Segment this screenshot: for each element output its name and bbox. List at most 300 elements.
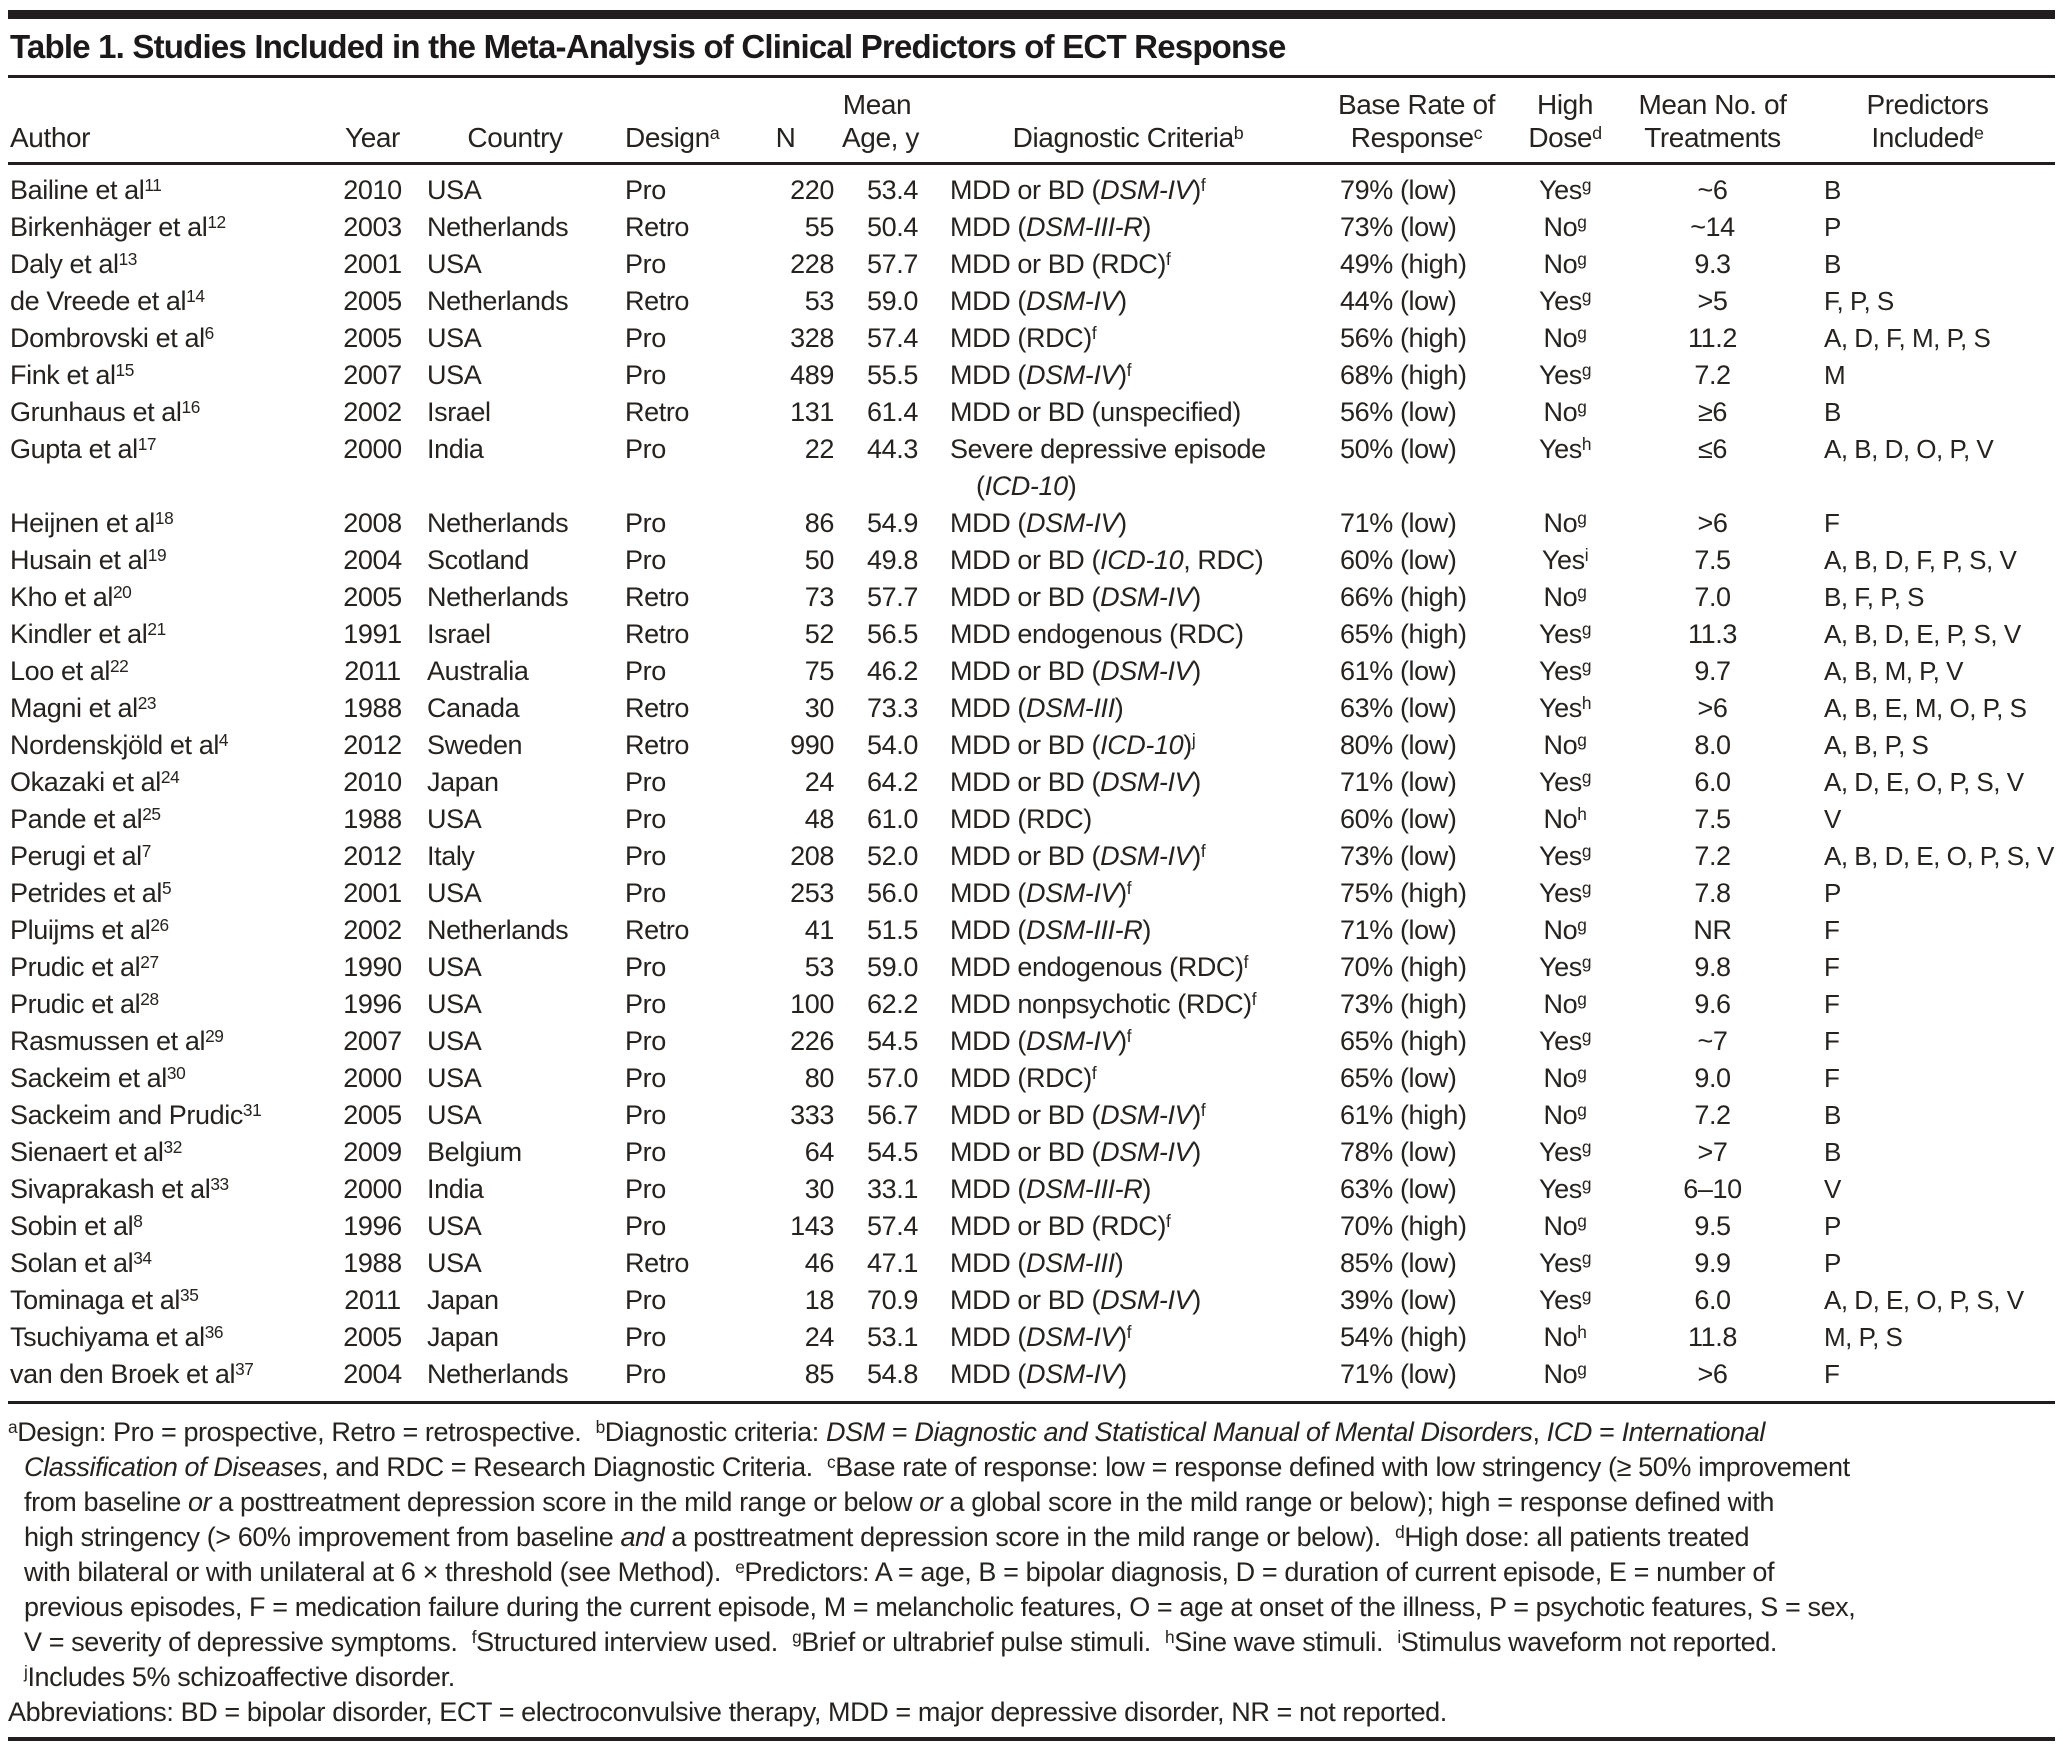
cell-predictors-included: V — [1824, 1174, 1841, 1204]
cell-n: 53 — [804, 952, 834, 982]
cell-high-dose: Yes$^g$ — [1538, 175, 1592, 205]
cell-diagnostic-criteria: MDD or BD (DSM-IV) — [950, 1137, 1201, 1167]
cell-author: Birkenhäger et $al^{12}$ — [10, 212, 226, 242]
cell-high-dose: No$^g$ — [1543, 397, 1587, 427]
cell-mean-no-of-treatments: 7.2 — [1694, 1100, 1731, 1130]
cell-base-rate-of-response: 39% (low) — [1340, 1285, 1457, 1315]
cell-mean-age: 59.0 — [867, 952, 918, 982]
cell-high-dose: Yes$^h$ — [1538, 434, 1592, 464]
cell-mean-age: 54.9 — [867, 508, 918, 538]
cell-country: USA — [427, 1063, 482, 1093]
cell-mean-age: 46.2 — [867, 656, 918, 686]
cell-year: 2012 — [343, 841, 402, 871]
table-row — [8, 690, 2055, 727]
cell-year: 2011 — [344, 1285, 401, 1315]
cell-design: Retro — [625, 915, 690, 945]
cell-mean-no-of-treatments: 9.7 — [1694, 656, 1731, 686]
cell-high-dose: No$^g$ — [1543, 508, 1587, 538]
cell-year: 2007 — [343, 360, 402, 390]
cell-design: Pro — [625, 323, 666, 353]
cell-diagnostic-criteria: MDD or BD (DSM-IV) — [950, 767, 1201, 797]
cell-mean-age: 50.4 — [867, 212, 918, 242]
cell-predictors-included: F, P, S — [1824, 286, 1894, 316]
cell-mean-age: 57.4 — [867, 323, 918, 353]
cell-year: 1988 — [343, 804, 402, 834]
cell-year: 2001 — [343, 249, 402, 279]
cell-country: Sweden — [427, 730, 523, 760]
cell-predictors-included: B — [1824, 1100, 1841, 1130]
cell-high-dose: No$^g$ — [1543, 1211, 1587, 1241]
cell-country: USA — [427, 249, 482, 279]
cell-predictors-included: P — [1824, 878, 1841, 908]
cell-diagnostic-criteria: MDD (RDC)$^f$ — [950, 1063, 1097, 1093]
cell-diagnostic-criteria: MDD (DSM-III) — [950, 693, 1124, 723]
cell-mean-no-of-treatments: >5 — [1697, 286, 1728, 316]
cell-mean-no-of-treatments: 9.8 — [1694, 952, 1731, 982]
cell-high-dose: Yes$^g$ — [1538, 286, 1592, 316]
cell-mean-no-of-treatments: >6 — [1697, 508, 1728, 538]
cell-mean-age: 56.5 — [867, 619, 918, 649]
cell-mean-age: 57.7 — [867, 249, 918, 279]
column-header-n: N — [775, 122, 796, 153]
cell-country: USA — [427, 878, 482, 908]
cell-design: Pro — [625, 1174, 666, 1204]
cell-country: Netherlands — [427, 212, 569, 242]
cell-n: 85 — [804, 1359, 834, 1389]
column-header-high-dose: High Dose$^d$ — [1528, 89, 1602, 153]
cell-design: Pro — [625, 878, 666, 908]
cell-year: 2002 — [343, 397, 402, 427]
cell-n: 328 — [790, 323, 834, 353]
cell-base-rate-of-response: 79% (low) — [1340, 175, 1457, 205]
cell-year: 2012 — [343, 730, 402, 760]
cell-diagnostic-criteria: MDD (DSM-IV) — [950, 286, 1127, 316]
cell-high-dose: Yes$^i$ — [1541, 545, 1589, 575]
cell-diagnostic-criteria: MDD $(DSM-IV)^f$ — [950, 1026, 1132, 1056]
cell-base-rate-of-response: 85% (low) — [1340, 1248, 1457, 1278]
cell-n: 30 — [804, 1174, 834, 1204]
cell-author: Pande et $al^{25}$ — [10, 804, 161, 834]
cell-mean-no-of-treatments: 7.5 — [1694, 545, 1731, 575]
cell-base-rate-of-response: 73% (low) — [1340, 841, 1457, 871]
cell-author: Grunhaus et $al^{16}$ — [10, 397, 200, 427]
cell-mean-no-of-treatments: 7.8 — [1694, 878, 1731, 908]
cell-mean-age: 44.3 — [867, 434, 918, 464]
cell-predictors-included: F — [1824, 1063, 1840, 1093]
cell-mean-age: 54.8 — [867, 1359, 918, 1389]
cell-n: 208 — [790, 841, 834, 871]
cell-mean-no-of-treatments: NR — [1693, 915, 1732, 945]
cell-n: 52 — [804, 619, 834, 649]
table-row — [8, 1282, 2055, 1319]
cell-year: 2011 — [344, 656, 401, 686]
footnote-line: Classification of Diseases, and RDC = Research Diagnostic Criteria. $^c$Base rate of response: low = response defined with low stringency (≥ 50% improvement — [24, 1452, 1850, 1482]
cell-base-rate-of-response: 54% (high) — [1340, 1322, 1467, 1352]
cell-base-rate-of-response: 49% (high) — [1340, 249, 1467, 279]
cell-n: 30 — [804, 693, 834, 723]
cell-year: 2010 — [343, 767, 402, 797]
cell-year: 2000 — [343, 434, 402, 464]
cell-country: Australia — [427, 656, 529, 686]
cell-year: 2005 — [343, 582, 402, 612]
cell-design: Retro — [625, 286, 690, 316]
cell-base-rate-of-response: 63% (low) — [1340, 1174, 1457, 1204]
cell-base-rate-of-response: 75% (high) — [1340, 878, 1467, 908]
cell-diagnostic-criteria: MDD or BD $(DSM-IV)^f$ — [950, 841, 1206, 871]
cell-country: Israel — [427, 397, 491, 427]
header-row — [8, 78, 2055, 164]
cell-country: Canada — [427, 693, 520, 723]
cell-author: Daly et $al^{13}$ — [10, 249, 137, 279]
table-row — [8, 431, 2055, 505]
cell-mean-no-of-treatments: 6–10 — [1683, 1174, 1742, 1204]
cell-author: Sienaert et $al^{32}$ — [10, 1137, 182, 1167]
cell-base-rate-of-response: 73% (low) — [1340, 212, 1457, 242]
cell-n: 41 — [804, 915, 834, 945]
footnote-line: $^a$Design: Pro = prospective, Retro = retrospective. $^b$Diagnostic criteria: DSM = Diagnostic and Statistical Manual of Mental Disorders, ICD = International — [8, 1417, 1765, 1447]
cell-high-dose: No$^h$ — [1543, 1322, 1587, 1352]
cell-n: 75 — [804, 656, 834, 686]
table-row — [8, 1245, 2055, 1282]
cell-diagnostic-criteria: MDD (DSM-III) — [950, 1248, 1124, 1278]
cell-diagnostic-criteria: MDD or BD (ICD-10, RDC) — [950, 545, 1264, 575]
cell-high-dose: No$^g$ — [1543, 989, 1587, 1019]
cell-diagnostic-criteria: MDD $(DSM-IV)^f$ — [950, 1322, 1132, 1352]
cell-design: Pro — [625, 1285, 666, 1315]
cell-n: 50 — [804, 545, 834, 575]
cell-n: 64 — [804, 1137, 834, 1167]
cell-high-dose: No$^g$ — [1543, 730, 1587, 760]
cell-predictors-included: B — [1824, 397, 1841, 427]
cell-country: USA — [427, 804, 482, 834]
cell-high-dose: Yes$^g$ — [1538, 1174, 1592, 1204]
cell-predictors-included: B — [1824, 175, 1841, 205]
cell-year: 2005 — [343, 1322, 402, 1352]
cell-author: Magni et $al^{23}$ — [10, 693, 157, 723]
footnote-line: from baseline or a posttreatment depression score in the mild range or below or a global score in the mild range or below); high = response defined with — [24, 1487, 1774, 1517]
cell-mean-no-of-treatments: ≥6 — [1697, 397, 1728, 427]
cell-n: 48 — [804, 804, 834, 834]
cell-base-rate-of-response: 56% (high) — [1340, 323, 1467, 353]
table-row — [8, 727, 2055, 764]
cell-high-dose: No$^g$ — [1543, 1359, 1587, 1389]
cell-diagnostic-criteria: MDD or BD $(ICD-10)^j$ — [950, 730, 1196, 760]
cell-high-dose: No$^g$ — [1543, 1100, 1587, 1130]
cell-base-rate-of-response: 71% (low) — [1340, 767, 1457, 797]
cell-mean-age: 61.0 — [867, 804, 918, 834]
cell-author: Prudic et $al^{28}$ — [10, 989, 159, 1019]
cell-mean-no-of-treatments: 11.3 — [1688, 619, 1737, 649]
cell-base-rate-of-response: 61% (high) — [1340, 1100, 1467, 1130]
cell-diagnostic-criteria: MDD or BD $(DSM-IV)^f$ — [950, 175, 1206, 205]
table-row — [8, 1208, 2055, 1245]
footnote-line: $^j$Includes 5% schizoaffective disorder. — [24, 1662, 455, 1692]
cell-year: 2000 — [343, 1174, 402, 1204]
cell-mean-no-of-treatments: 7.2 — [1694, 841, 1731, 871]
cell-high-dose: Yes$^g$ — [1538, 1137, 1592, 1167]
cell-predictors-included: A, D, E, O, P, S, V — [1824, 1285, 2024, 1315]
cell-country: Netherlands — [427, 915, 569, 945]
cell-predictors-included: M — [1824, 360, 1846, 390]
cell-mean-no-of-treatments: ~14 — [1690, 212, 1735, 242]
table-row — [8, 283, 2055, 320]
footnote-line: with bilateral or with unilateral at 6 × threshold (see Method). $^e$Predictors: A = age, B = bipolar diagnosis, D = duration of current episode, E = number of — [24, 1557, 1775, 1587]
footnote-lines — [8, 1415, 2055, 1695]
cell-high-dose: Yes$^g$ — [1538, 656, 1592, 686]
cell-country: USA — [427, 323, 482, 353]
table-row — [8, 912, 2055, 949]
cell-year: 2005 — [343, 1100, 402, 1130]
cell-year: 1988 — [343, 1248, 402, 1278]
cell-mean-age: 51.5 — [867, 915, 918, 945]
cell-high-dose: Yes$^g$ — [1538, 360, 1592, 390]
cell-predictors-included: A, B, E, M, O, P, S — [1824, 693, 2027, 723]
cell-base-rate-of-response: 70% (high) — [1340, 952, 1467, 982]
table-row — [8, 875, 2055, 912]
column-header-mean-no-of-treatments: Mean No. of Treatments — [1638, 89, 1787, 153]
cell-predictors-included: P — [1824, 212, 1841, 242]
cell-author: Petrides et $al^5$ — [10, 878, 172, 908]
cell-design: Pro — [625, 1026, 666, 1056]
cell-high-dose: Yes$^g$ — [1538, 1026, 1592, 1056]
cell-n: 228 — [790, 249, 834, 279]
cell-base-rate-of-response: 71% (low) — [1340, 508, 1457, 538]
footnote-line: high stringency (> 60% improvement from baseline and a posttreatment depression score in the mild range or below). $^d$High dose: all patients treated — [24, 1522, 1750, 1552]
cell-predictors-included: M, P, S — [1824, 1322, 1903, 1352]
cell-design: Retro — [625, 582, 690, 612]
cell-predictors-included: P — [1824, 1211, 1841, 1241]
cell-base-rate-of-response: 71% (low) — [1340, 915, 1457, 945]
cell-base-rate-of-response: 78% (low) — [1340, 1137, 1457, 1167]
cell-diagnostic-criteria: MDD nonpsychotic (RDC)$^f$ — [950, 989, 1257, 1019]
cell-author: Rasmussen et $al^{29}$ — [10, 1026, 224, 1056]
column-header-year: Year — [345, 122, 400, 153]
table-row — [8, 838, 2055, 875]
cell-n: 18 — [804, 1285, 834, 1315]
cell-mean-age: 62.2 — [867, 989, 918, 1019]
cell-mean-age: 53.1 — [867, 1322, 918, 1352]
cell-country: Japan — [427, 767, 499, 797]
cell-country: USA — [427, 1248, 482, 1278]
cell-predictors-included: B — [1824, 249, 1841, 279]
cell-high-dose: No$^g$ — [1543, 582, 1587, 612]
cell-year: 2000 — [343, 1063, 402, 1093]
cell-country: Netherlands — [427, 1359, 569, 1389]
cell-design: Retro — [625, 212, 690, 242]
cell-base-rate-of-response: 63% (low) — [1340, 693, 1457, 723]
cell-high-dose: No$^g$ — [1543, 212, 1587, 242]
cell-n: 990 — [790, 730, 834, 760]
cell-design: Pro — [625, 841, 666, 871]
cell-country: Netherlands — [427, 508, 569, 538]
cell-country: Belgium — [427, 1137, 522, 1167]
cell-year: 1996 — [343, 989, 402, 1019]
cell-year: 2010 — [343, 175, 402, 205]
cell-predictors-included: F — [1824, 508, 1840, 538]
cell-mean-no-of-treatments: 9.6 — [1694, 989, 1731, 1019]
cell-mean-age: 57.4 — [867, 1211, 918, 1241]
cell-design: Pro — [625, 1137, 666, 1167]
cell-high-dose: Yes$^g$ — [1538, 841, 1592, 871]
cell-year: 1991 — [343, 619, 402, 649]
cell-mean-age: 54.5 — [867, 1137, 918, 1167]
table-row — [8, 1097, 2055, 1134]
cell-predictors-included: F — [1824, 915, 1840, 945]
cell-predictors-included: A, B, D, F, P, S, V — [1824, 545, 2017, 575]
cell-high-dose: Yes$^h$ — [1538, 693, 1592, 723]
top-rule-bar — [8, 10, 2055, 19]
table-row — [8, 616, 2055, 653]
cell-n: 53 — [804, 286, 834, 316]
cell-mean-no-of-treatments: 7.5 — [1694, 804, 1731, 834]
cell-mean-no-of-treatments: 7.0 — [1694, 582, 1731, 612]
cell-n: 46 — [804, 1248, 834, 1278]
table-row — [8, 1023, 2055, 1060]
table-row — [8, 542, 2055, 579]
cell-diagnostic-criteria: MDD (RDC) — [950, 804, 1092, 834]
cell-design: Pro — [625, 656, 666, 686]
table-row — [8, 949, 2055, 986]
cell-mean-age: 53.4 — [867, 175, 918, 205]
table-row — [8, 801, 2055, 838]
footnote-line: previous episodes, F = medication failure during the current episode, M = melancholic features, O = age at onset of the illness, P = psychotic features, S = sex, — [24, 1592, 1856, 1622]
cell-base-rate-of-response: 65% (high) — [1340, 619, 1467, 649]
cell-high-dose: Yes$^g$ — [1538, 952, 1592, 982]
cell-author: Perugi et $al^7$ — [10, 841, 151, 871]
cell-author: Nordenskjöld et $al^4$ — [10, 730, 229, 760]
cell-base-rate-of-response: 66% (high) — [1340, 582, 1467, 612]
column-header-mean-age: Mean Age, y — [842, 89, 919, 153]
cell-mean-no-of-treatments: 6.0 — [1694, 1285, 1731, 1315]
bottom-rule-bar — [8, 1737, 2055, 1741]
cell-base-rate-of-response: 70% (high) — [1340, 1211, 1467, 1241]
column-header-diagnostic-criteria: Diagnostic Criteria$^b$ — [1012, 122, 1244, 153]
cell-design: Pro — [625, 1063, 666, 1093]
cell-n: 333 — [790, 1100, 834, 1130]
cell-diagnostic-criteria: MDD or BD (RDC)$^f$ — [950, 249, 1171, 279]
cell-n: 24 — [804, 767, 834, 797]
cell-year: 2007 — [343, 1026, 402, 1056]
cell-high-dose: No$^g$ — [1543, 323, 1587, 353]
cell-diagnostic-criteria: MDD or BD (RDC)$^f$ — [950, 1211, 1171, 1241]
cell-diagnostic-criteria: MDD or BD (DSM-IV) — [950, 582, 1201, 612]
cell-country: Italy — [427, 841, 475, 871]
table-row — [8, 1060, 2055, 1097]
cell-mean-no-of-treatments: 11.2 — [1688, 323, 1737, 353]
cell-author: Kho et $al^{20}$ — [10, 582, 132, 612]
cell-author: Sackeim et $al^{30}$ — [10, 1063, 186, 1093]
cell-mean-age: 64.2 — [867, 767, 918, 797]
cell-author: Sivaprakash et $al^{33}$ — [10, 1174, 229, 1204]
table-row — [8, 246, 2055, 283]
cell-design: Retro — [625, 1248, 690, 1278]
cell-mean-age: 47.1 — [867, 1248, 918, 1278]
cell-year: 2005 — [343, 286, 402, 316]
cell-predictors-included: A, B, D, E, P, S, V — [1824, 619, 2021, 649]
cell-design: Pro — [625, 545, 666, 575]
cell-n: 253 — [790, 878, 834, 908]
cell-predictors-included: A, D, F, M, P, S — [1824, 323, 1991, 353]
cell-mean-no-of-treatments: 6.0 — [1694, 767, 1731, 797]
cell-mean-age: 59.0 — [867, 286, 918, 316]
cell-base-rate-of-response: 56% (low) — [1340, 397, 1457, 427]
cell-mean-age: 73.3 — [867, 693, 918, 723]
cell-year: 1990 — [343, 952, 402, 982]
cell-author: Tsuchiyama et $al^{36}$ — [10, 1322, 224, 1352]
cell-author: Tominaga et $al^{35}$ — [10, 1285, 199, 1315]
column-header-country: Country — [467, 122, 563, 153]
cell-mean-age: 56.7 — [867, 1100, 918, 1130]
cell-predictors-included: P — [1824, 1248, 1841, 1278]
cell-mean-no-of-treatments: 11.8 — [1688, 1322, 1737, 1352]
cell-design: Retro — [625, 619, 690, 649]
cell-mean-no-of-treatments: >6 — [1697, 1359, 1728, 1389]
column-header-design: Design$^a$ — [625, 122, 720, 153]
table-title: Table 1. Studies Included in the Meta-Analysis of Clinical Predictors of ECT Response — [10, 28, 1286, 65]
cell-mean-no-of-treatments: ~6 — [1697, 175, 1728, 205]
cell-author: Fink et $al^{15}$ — [10, 360, 134, 390]
table-row — [8, 1356, 2055, 1393]
cell-diagnostic-criteria: MDD $(DSM-IV)^f$ — [950, 878, 1132, 908]
cell-n: 489 — [790, 360, 834, 390]
cell-mean-no-of-treatments: 7.2 — [1694, 360, 1731, 390]
cell-design: Pro — [625, 989, 666, 1019]
cell-predictors-included: V — [1824, 804, 1841, 834]
table-row — [8, 164, 2055, 210]
table-row — [8, 764, 2055, 801]
cell-high-dose: Yes$^g$ — [1538, 1285, 1592, 1315]
studies-table — [8, 78, 2055, 1393]
cell-predictors-included: F — [1824, 989, 1840, 1019]
cell-mean-age: 54.0 — [867, 730, 918, 760]
cell-author: Gupta et $al^{17}$ — [10, 434, 157, 464]
cell-diagnostic-criteria: MDD (DSM-III-R) — [950, 1174, 1151, 1204]
cell-country: Japan — [427, 1322, 499, 1352]
cell-diagnostic-criteria: MDD endogenous (RDC) — [950, 619, 1244, 649]
cell-year: 2009 — [343, 1137, 402, 1167]
cell-high-dose: Yes$^g$ — [1538, 619, 1592, 649]
cell-predictors-included: B — [1824, 1137, 1841, 1167]
cell-predictors-included: A, B, D, O, P, V — [1824, 434, 1994, 464]
cell-year: 2001 — [343, 878, 402, 908]
cell-diagnostic-criteria: MDD or BD $(DSM-IV)^f$ — [950, 1100, 1206, 1130]
cell-predictors-included: B, F, P, S — [1824, 582, 1925, 612]
cell-country: USA — [427, 1026, 482, 1056]
cell-n: 24 — [804, 1322, 834, 1352]
cell-n: 55 — [804, 212, 834, 242]
cell-mean-no-of-treatments: >7 — [1697, 1137, 1728, 1167]
cell-high-dose: No$^g$ — [1543, 1063, 1587, 1093]
cell-design: Pro — [625, 434, 666, 464]
table-row — [8, 320, 2055, 357]
column-header-predictors-included: Predictors Included$^e$ — [1866, 89, 1989, 153]
cell-author: Heijnen et $al^{18}$ — [10, 508, 174, 538]
cell-diagnostic-criteria: MDD endogenous (RDC)$^f$ — [950, 952, 1249, 982]
cell-author: Husain et $al^{19}$ — [10, 545, 167, 575]
cell-country: Netherlands — [427, 286, 569, 316]
cell-n: 226 — [790, 1026, 834, 1056]
cell-design: Pro — [625, 249, 666, 279]
cell-mean-age: 56.0 — [867, 878, 918, 908]
cell-base-rate-of-response: 65% (high) — [1340, 1026, 1467, 1056]
cell-predictors-included: F — [1824, 952, 1840, 982]
cell-n: 100 — [790, 989, 834, 1019]
cell-country: USA — [427, 952, 482, 982]
cell-mean-no-of-treatments: >6 — [1697, 693, 1728, 723]
cell-base-rate-of-response: 61% (low) — [1340, 656, 1457, 686]
cell-predictors-included: A, B, M, P, V — [1824, 656, 1963, 686]
table-row — [8, 1319, 2055, 1356]
